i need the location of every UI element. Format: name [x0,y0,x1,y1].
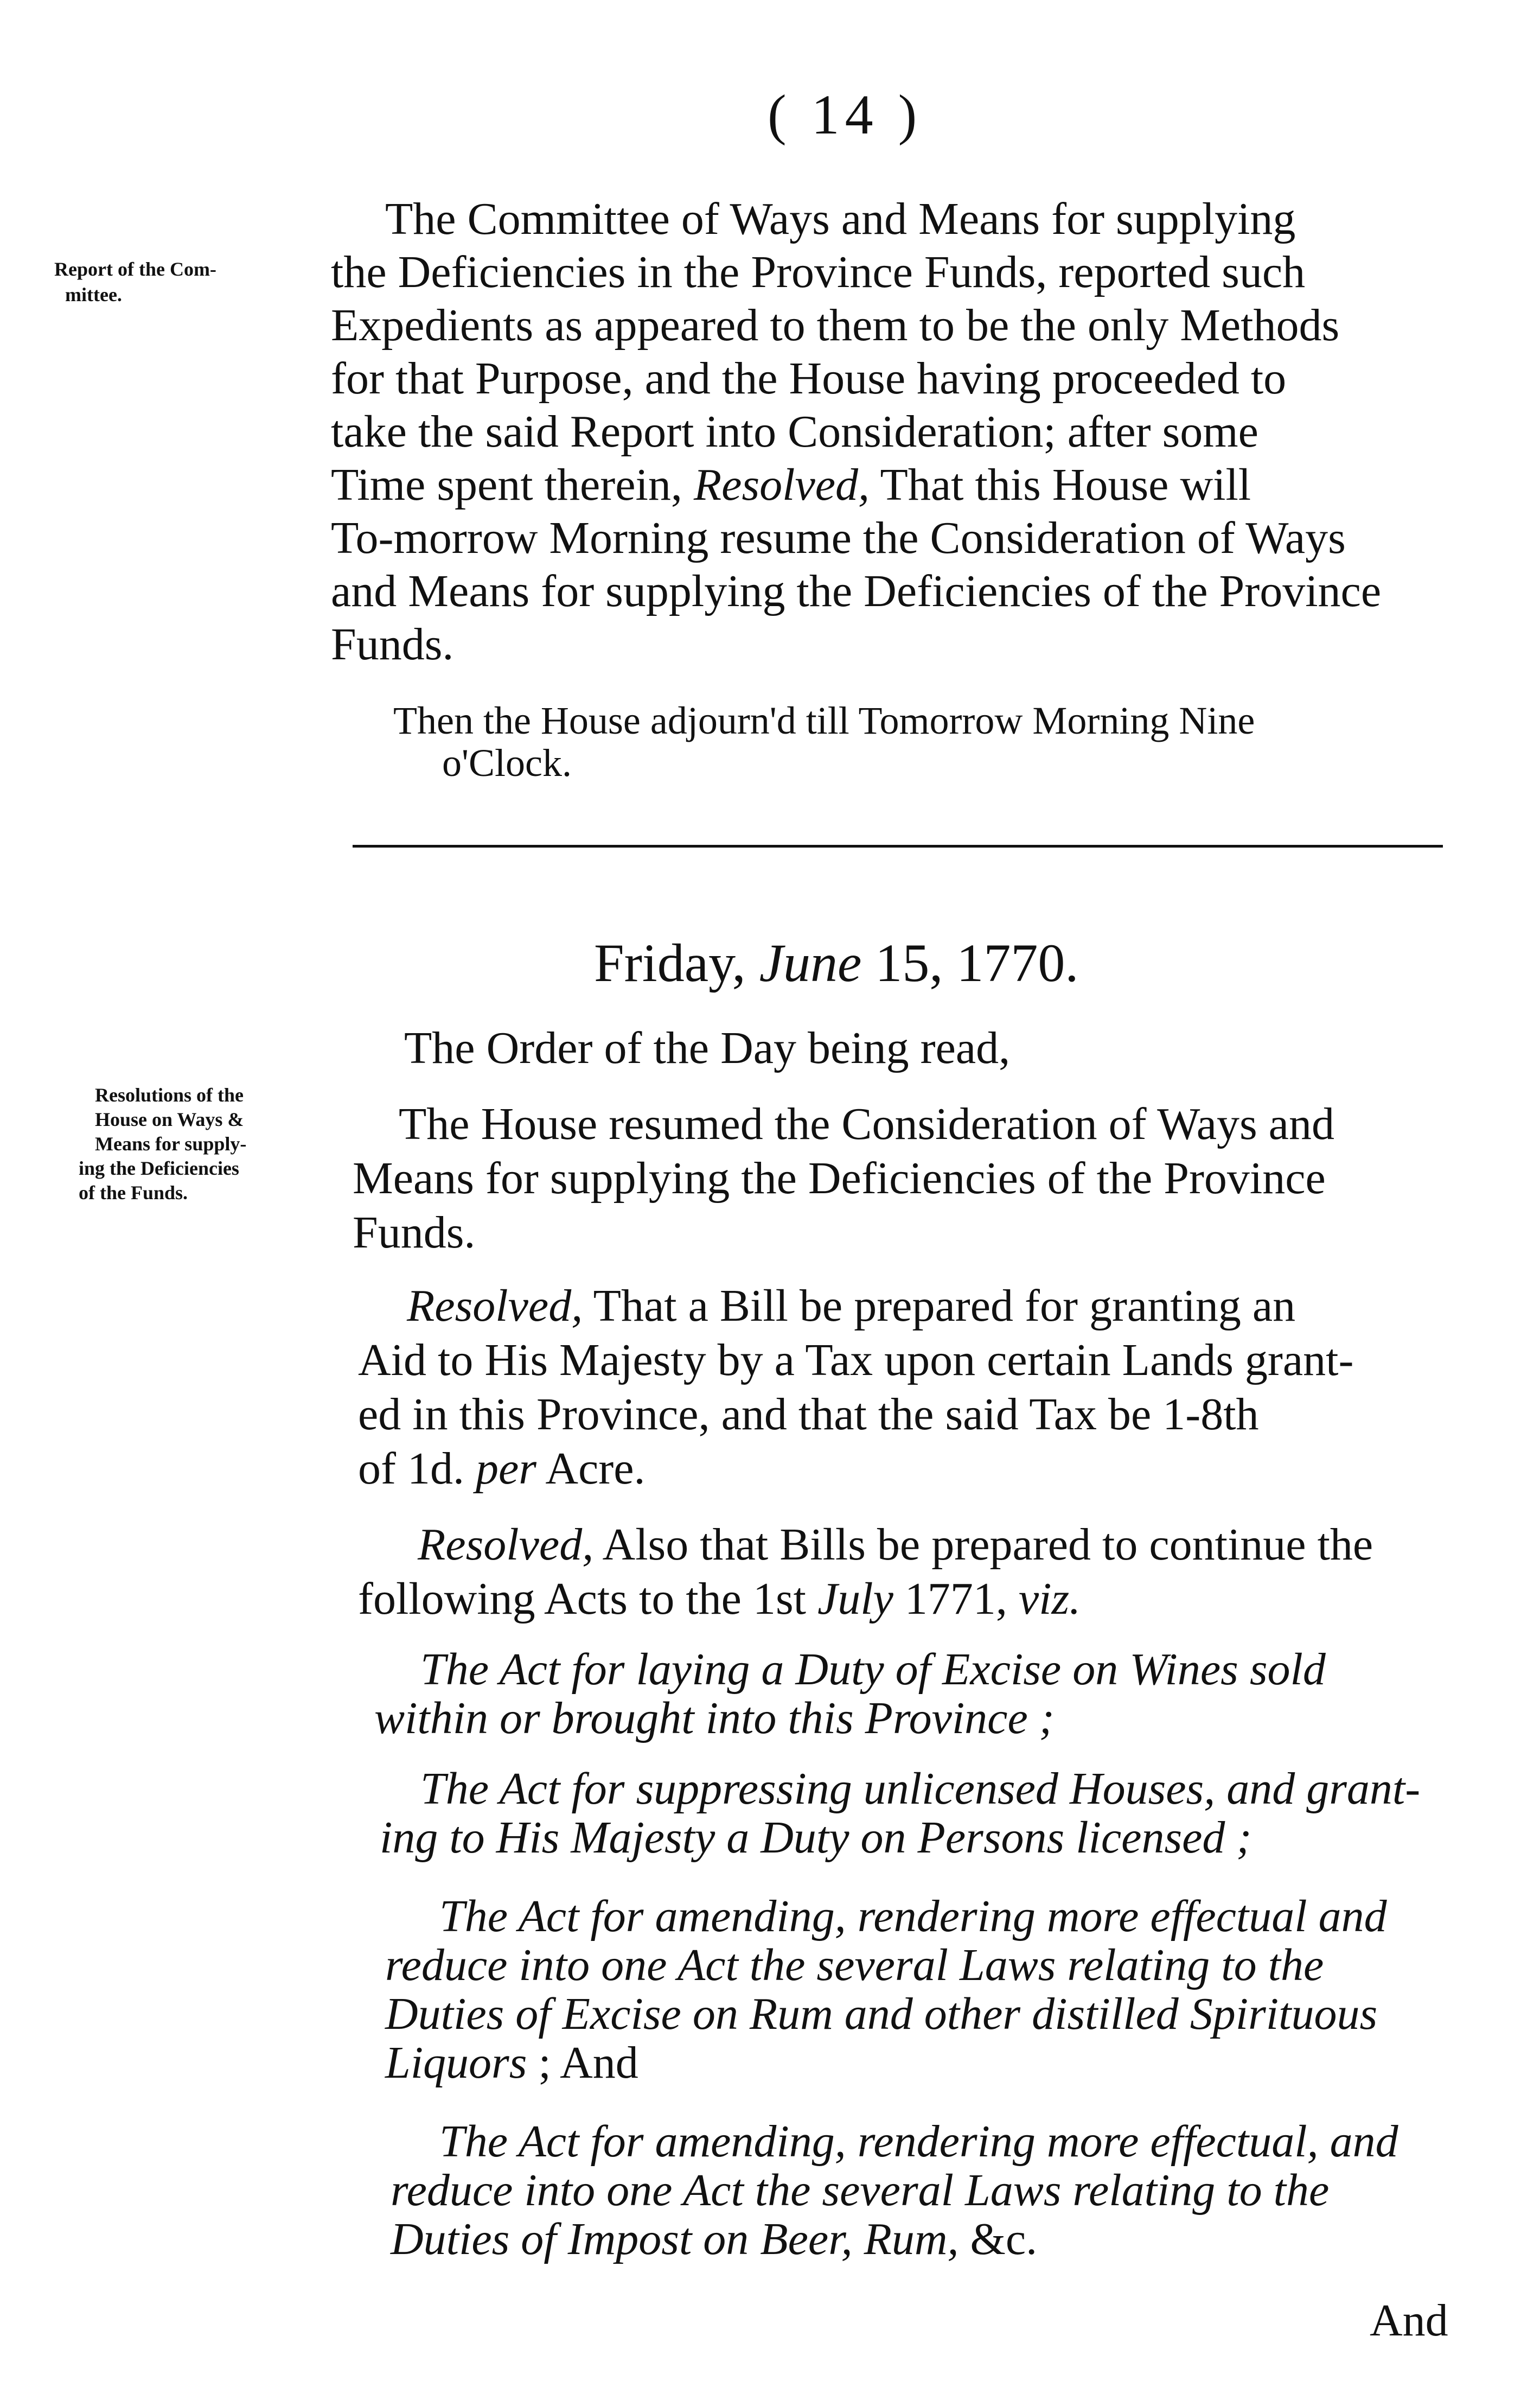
body-line: Funds. [331,619,454,670]
adjournment-line: o'Clock. [442,741,572,785]
body-line: The Committee of Ways and Means for supplying [385,194,1296,244]
resolved-word: Resolved, [418,1519,594,1570]
body-text: That this House will [870,460,1251,510]
resolved-word: Resolved, [407,1281,583,1331]
body-text: ; And [527,2038,638,2088]
viz-word: viz. [1018,1574,1081,1624]
act-line: The Act for laying a Duty of Excise on Wines sold [420,1644,1326,1695]
catchword: And [1370,2295,1448,2346]
margin-note-report-line: mittee. [65,284,122,305]
page-number: ( 14 ) [768,84,923,146]
body-text: &c. [970,2214,1038,2264]
margin-note-report-line: Report of the Com- [54,258,216,280]
month: July [817,1574,893,1624]
body-line: Aid to His Majesty by a Tax upon certain Lands grant- [358,1335,1354,1385]
margin-note-resolutions-line: ing the Deficiencies [79,1157,239,1179]
margin-note-resolutions-line: House on Ways & [95,1109,244,1130]
act-line: The Act for suppressing unlicensed Houses, and grant- [420,1764,1421,1814]
act-line: Liquors ; And [385,2038,638,2088]
body-line: ed in this Province, and that the said Tax be 1-8th [358,1389,1259,1440]
act-line: reduce into one Act the several Laws relating to the [385,1940,1324,1990]
body-line-with-resolved [331,462,1251,508]
month: June [759,933,862,993]
act-line: reduce into one Act the several Laws relating to the [391,2165,1330,2216]
body-line: Means for supplying the Deficiencies of the Province [353,1153,1326,1204]
body-text: Acre. [536,1443,646,1494]
body-line: The Order of the Day being read, [404,1023,1011,1073]
margin-note-resolutions-line: Resolutions of the [95,1084,244,1106]
body-line: The House resumed the Consideration of Ways and [399,1099,1334,1149]
body-line: To-morrow Morning resume the Consideration of Ways [331,513,1346,563]
body-text: That a Bill be prepared for granting an [583,1281,1296,1331]
margin-note-resolutions-line: Means for supply- [95,1133,247,1155]
body-line: and Means for supplying the Deficiencies of the Province [331,566,1382,616]
body-text: following Acts to the 1st [358,1574,817,1624]
body-line-with-resolved [418,1519,1373,1570]
date-heading [594,933,1079,993]
body-line: the Deficiencies in the Province Funds, reported such [331,247,1306,297]
act-line: Duties of Excise on Rum and other distilled Spirituous [385,1989,1378,2039]
body-line-with-date [358,1576,1081,1622]
day-year: 15, 1770. [861,933,1079,993]
body-text: Also that Bills be prepared to continue the [593,1519,1373,1570]
body-line-with-resolved [407,1283,1295,1329]
resolved-word: Resolved, [693,460,870,510]
body-text: of 1d. [358,1443,476,1494]
adjournment-line: Then the House adjourn'd till Tomorrow Morning Nine [393,699,1255,742]
per-word: per [475,1443,536,1494]
body-text: Time spent therein, [331,460,682,510]
body-text: 1771, [893,1574,1019,1624]
act-line: ing to His Majesty a Duty on Persons licensed ; [380,1812,1252,1863]
body-line-with-per [358,1443,646,1494]
act-line: Duties of Impost on Beer, Rum, &c. [391,2214,1038,2264]
body-line: take the said Report into Consideration; after some [331,406,1258,457]
body-line: for that Purpose, and the House having proceeded to [331,353,1287,404]
body-line: Expedients as appeared to them to be the only Methods [331,300,1340,351]
act-line: within or brought into this Province ; [374,1693,1055,1743]
act-line: The Act for amending, rendering more effectual, and [439,2116,1398,2167]
margin-note-resolutions-line: of the Funds. [79,1182,188,1204]
act-line: The Act for amending, rendering more effectual and [439,1891,1387,1941]
body-line: Funds. [353,1207,476,1258]
weekday: Friday, [594,933,746,993]
section-divider-rule [353,844,1443,849]
